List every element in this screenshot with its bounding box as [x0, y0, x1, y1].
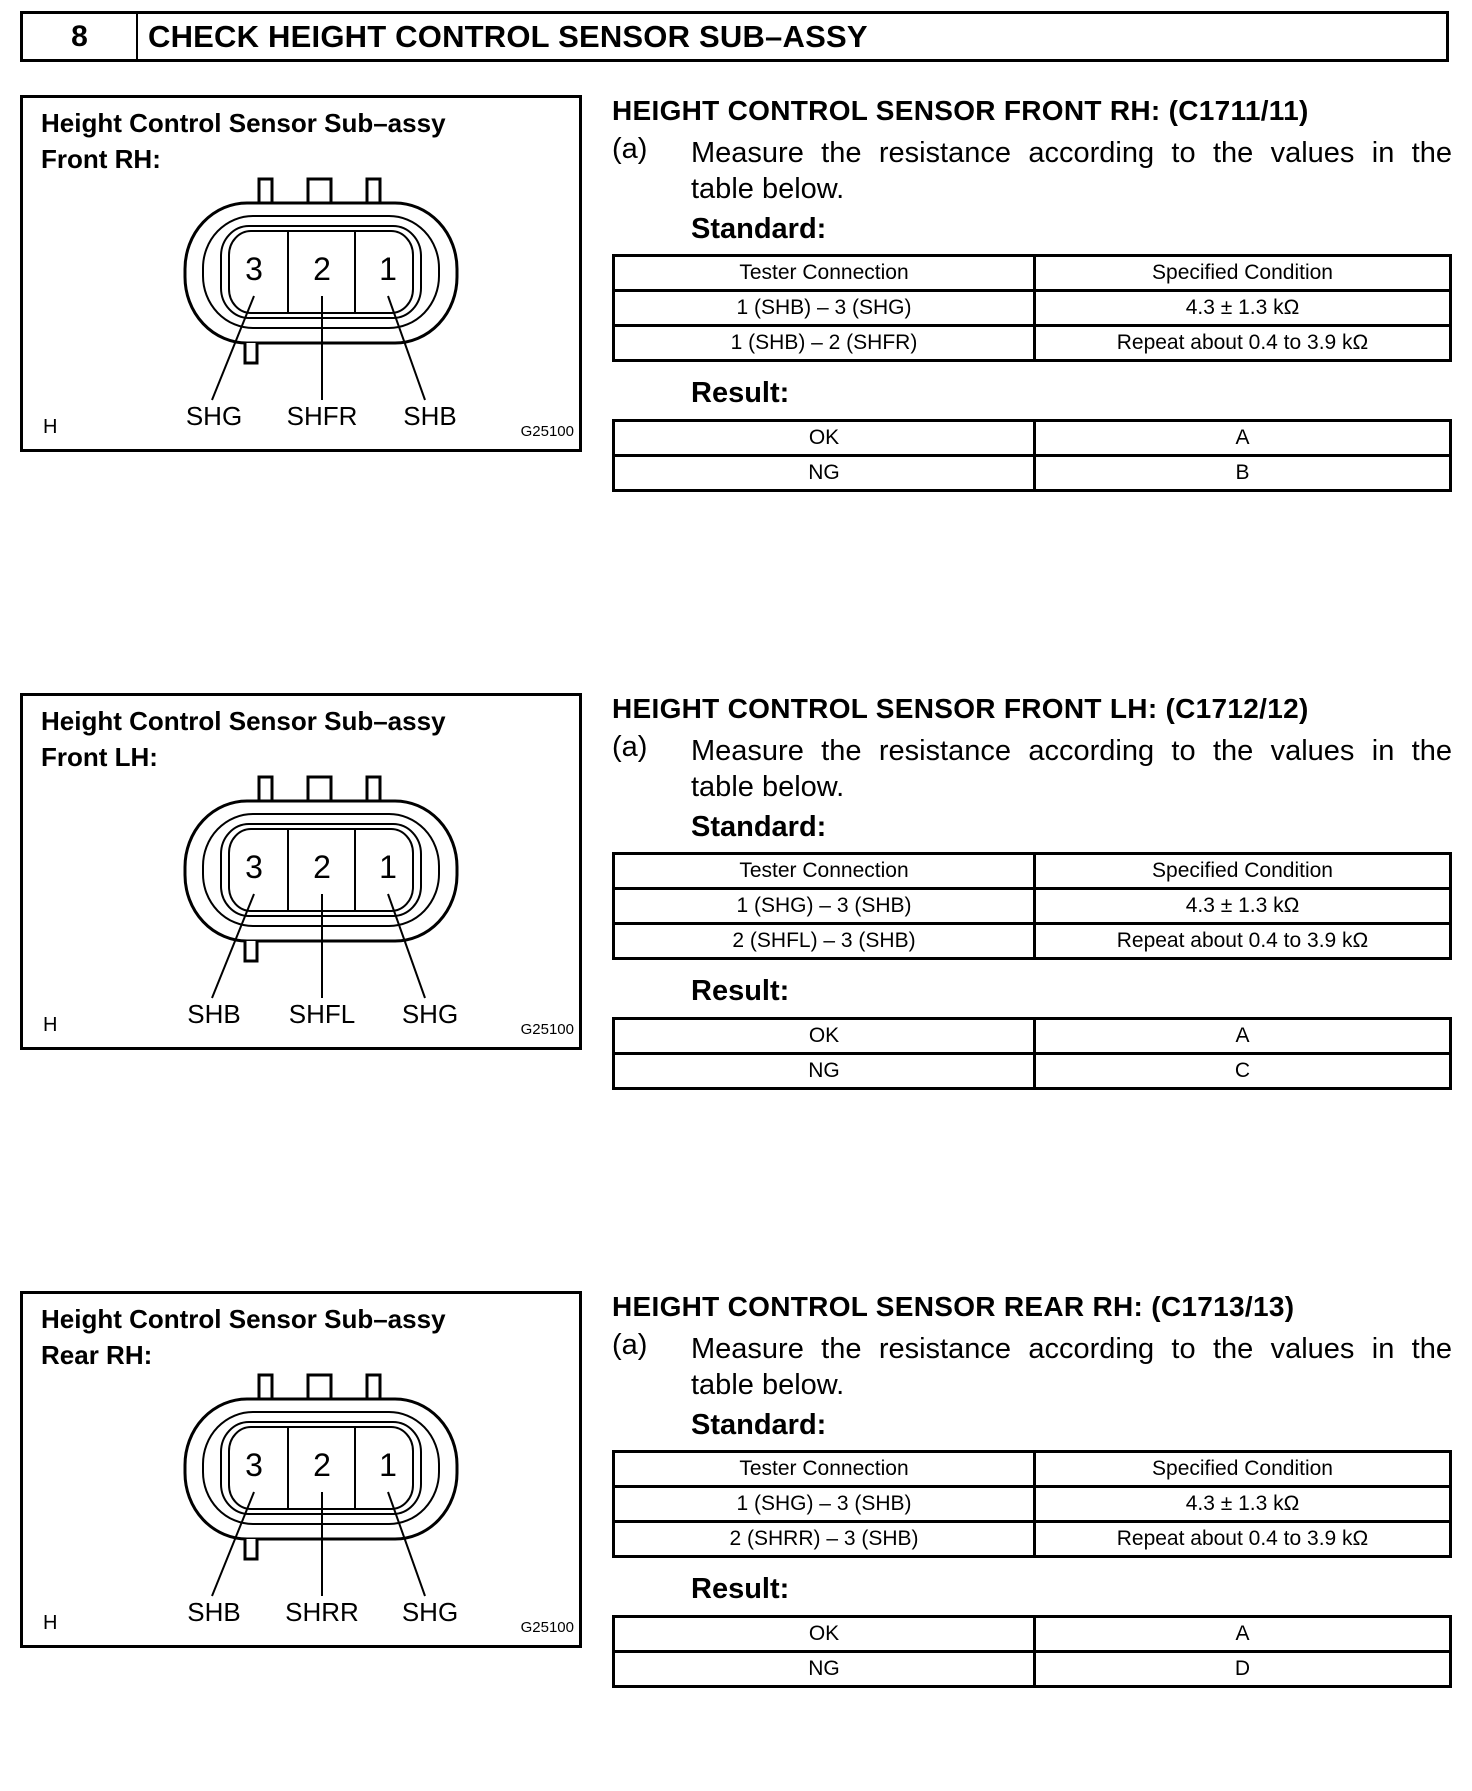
pin-label: SHFL — [288, 999, 356, 1029]
pin-label: SHG — [401, 1597, 459, 1627]
pin-label: SHG — [185, 401, 243, 431]
pin-number: 1 — [379, 251, 397, 287]
pin-label: SHRR — [285, 1597, 359, 1627]
pin-number: 1 — [379, 1447, 397, 1483]
standard-label: Standard: — [691, 213, 827, 245]
spec-row — [614, 1522, 1451, 1557]
connector-top-tabs — [259, 777, 380, 801]
table-header-row — [614, 256, 1451, 291]
result-code-cell: D — [1035, 1652, 1451, 1687]
connector-lock-tab — [245, 941, 257, 961]
connector-figure — [20, 95, 582, 452]
result-cell: NG — [614, 456, 1035, 491]
pin-label: SHB — [187, 1597, 241, 1627]
figure-code: G25100 — [520, 1021, 574, 1038]
pin-number: 2 — [313, 1447, 331, 1483]
result-cell: OK — [614, 1617, 1035, 1652]
sensor-section — [0, 693, 1472, 1193]
standard-table — [612, 254, 1452, 362]
figure-subtitle: Rear RH: — [41, 1340, 153, 1370]
result-row — [614, 1019, 1451, 1054]
col-header-tester: Tester Connection — [614, 256, 1035, 291]
pin-number: 2 — [313, 251, 331, 287]
result-label: Result: — [691, 377, 790, 409]
connector-diagram — [23, 98, 585, 455]
result-row — [614, 1054, 1451, 1089]
result-code-cell: A — [1035, 1019, 1451, 1054]
figure-subtitle: Front LH: — [41, 742, 158, 772]
spec-row — [614, 889, 1451, 924]
tester-connection-cell: 1 (SHB) – 3 (SHG) — [614, 291, 1035, 326]
standard-label: Standard: — [691, 811, 827, 843]
figure-title: Height Control Sensor Sub–assy — [41, 1304, 446, 1334]
figure-corner-mark: H — [43, 416, 58, 438]
step-header — [20, 11, 1449, 62]
pin-number: 1 — [379, 849, 397, 885]
result-label: Result: — [691, 1573, 790, 1605]
col-header-spec: Specified Condition — [1035, 256, 1451, 291]
instruction-line-1: Measure the resistance according to the values in the — [691, 1333, 1452, 1365]
col-header-tester: Tester Connection — [614, 1452, 1035, 1487]
specified-condition-cell: 4.3 ± 1.3 kΩ — [1035, 889, 1451, 924]
pin-number: 3 — [245, 849, 263, 885]
pin-number: 3 — [245, 251, 263, 287]
specified-condition-cell: Repeat about 0.4 to 3.9 kΩ — [1035, 326, 1451, 361]
lead-line — [388, 894, 425, 998]
instruction-line-2: table below. — [691, 771, 845, 803]
figure-subtitle: Front RH: — [41, 144, 161, 174]
sensor-section — [0, 95, 1472, 595]
connector-figure — [20, 693, 582, 1050]
tester-connection-cell: 2 (SHRR) – 3 (SHB) — [614, 1522, 1035, 1557]
col-header-spec: Specified Condition — [1035, 854, 1451, 889]
instruction-line-1: Measure the resistance according to the values in the — [691, 735, 1452, 767]
result-cell: NG — [614, 1054, 1035, 1089]
table-header-row — [614, 854, 1451, 889]
lead-line — [388, 296, 425, 400]
result-code-cell: C — [1035, 1054, 1451, 1089]
connector-diagram — [23, 696, 585, 1053]
tester-connection-cell: 1 (SHB) – 2 (SHFR) — [614, 326, 1035, 361]
result-cell: OK — [614, 1019, 1035, 1054]
pin-label: SHB — [403, 401, 457, 431]
figure-corner-mark: H — [43, 1612, 58, 1634]
result-cell: OK — [614, 421, 1035, 456]
pin-label: SHG — [401, 999, 459, 1029]
result-code-cell: A — [1035, 421, 1451, 456]
step-label: (a) — [612, 1329, 648, 1361]
specified-condition-cell: Repeat about 0.4 to 3.9 kΩ — [1035, 924, 1451, 959]
table-header-row — [614, 1452, 1451, 1487]
result-label: Result: — [691, 975, 790, 1007]
result-row — [614, 421, 1451, 456]
connector-figure — [20, 1291, 582, 1648]
tester-connection-cell: 2 (SHFL) – 3 (SHB) — [614, 924, 1035, 959]
instruction-line-1: Measure the resistance according to the values in the — [691, 137, 1452, 169]
sensor-section — [0, 1291, 1472, 1791]
result-table — [612, 1615, 1452, 1688]
figure-code: G25100 — [520, 423, 574, 440]
connector-top-tabs — [259, 1375, 380, 1399]
step-label: (a) — [612, 133, 648, 165]
pin-label: SHB — [187, 999, 241, 1029]
lead-line — [388, 1492, 425, 1596]
figure-title: Height Control Sensor Sub–assy — [41, 108, 446, 138]
result-cell: NG — [614, 1652, 1035, 1687]
figure-title: Height Control Sensor Sub–assy — [41, 706, 446, 736]
instruction-line-2: table below. — [691, 1369, 845, 1401]
connector-lock-tab — [245, 1539, 257, 1559]
tester-connection-cell: 1 (SHG) – 3 (SHB) — [614, 1487, 1035, 1522]
result-code-cell: A — [1035, 1617, 1451, 1652]
spec-row — [614, 291, 1451, 326]
standard-table — [612, 852, 1452, 960]
result-row — [614, 1617, 1451, 1652]
instruction-line-2: table below. — [691, 173, 845, 205]
connector-top-tabs — [259, 179, 380, 203]
step-number: 8 — [23, 14, 138, 59]
standard-label: Standard: — [691, 1409, 827, 1441]
sensor-heading: HEIGHT CONTROL SENSOR FRONT LH: (C1712/12) — [612, 693, 1309, 724]
figure-corner-mark: H — [43, 1014, 58, 1036]
col-header-spec: Specified Condition — [1035, 1452, 1451, 1487]
pin-label: SHFR — [286, 401, 358, 431]
result-row — [614, 1652, 1451, 1687]
pin-number: 2 — [313, 849, 331, 885]
spec-row — [614, 326, 1451, 361]
result-table — [612, 1017, 1452, 1090]
pin-number: 3 — [245, 1447, 263, 1483]
specified-condition-cell: 4.3 ± 1.3 kΩ — [1035, 291, 1451, 326]
sensor-heading: HEIGHT CONTROL SENSOR REAR RH: (C1713/13) — [612, 1291, 1295, 1322]
figure-code: G25100 — [520, 1619, 574, 1636]
connector-lock-tab — [245, 343, 257, 363]
step-label: (a) — [612, 731, 648, 763]
sensor-heading: HEIGHT CONTROL SENSOR FRONT RH: (C1711/11) — [612, 95, 1309, 126]
result-row — [614, 456, 1451, 491]
tester-connection-cell: 1 (SHG) – 3 (SHB) — [614, 889, 1035, 924]
connector-diagram — [23, 1294, 585, 1651]
result-code-cell: B — [1035, 456, 1451, 491]
spec-row — [614, 1487, 1451, 1522]
col-header-tester: Tester Connection — [614, 854, 1035, 889]
specified-condition-cell: 4.3 ± 1.3 kΩ — [1035, 1487, 1451, 1522]
result-table — [612, 419, 1452, 492]
standard-table — [612, 1450, 1452, 1558]
specified-condition-cell: Repeat about 0.4 to 3.9 kΩ — [1035, 1522, 1451, 1557]
spec-row — [614, 924, 1451, 959]
step-title: CHECK HEIGHT CONTROL SENSOR SUB–ASSY — [148, 18, 868, 54]
